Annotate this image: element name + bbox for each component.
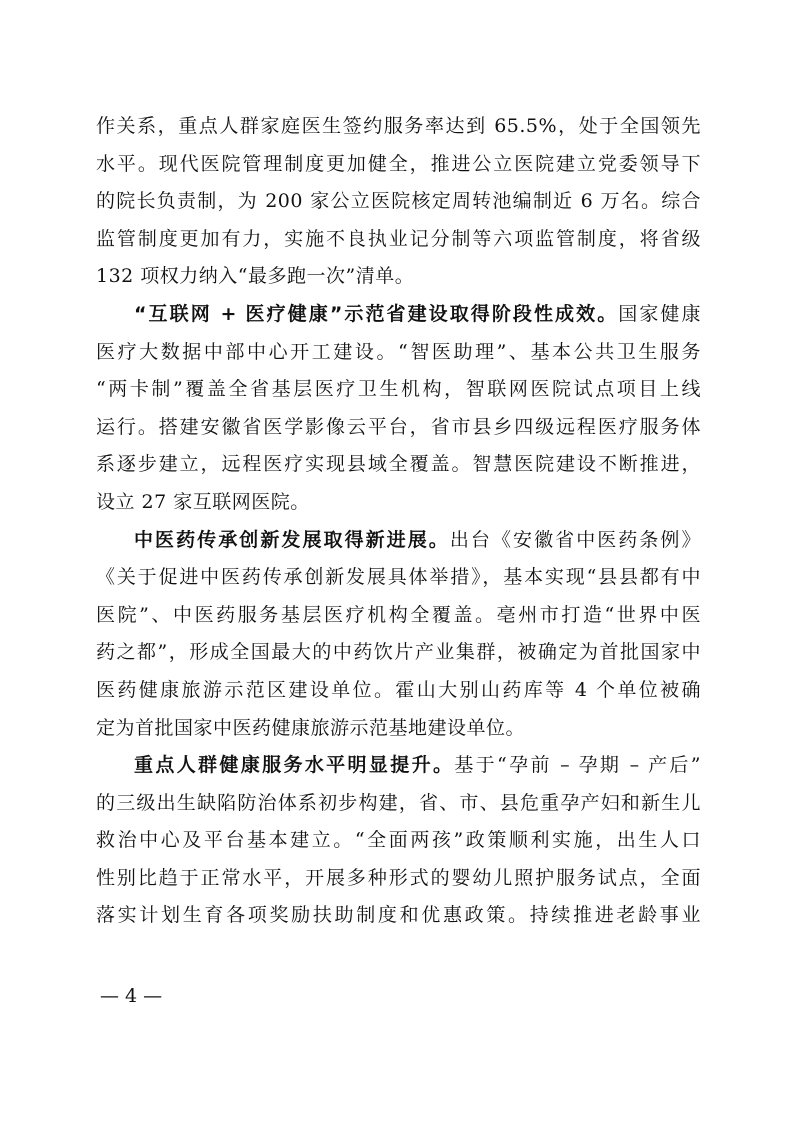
- text-line: 医疗大数据中部中心开工建设。“智医助理”、基本公共卫生服务: [96, 340, 701, 363]
- text-line: 性别比趋于正常水平，开展多种形式的婴幼儿照护服务试点，全面: [96, 866, 701, 889]
- text-line: 水平。现代医院管理制度更加健全，推进公立医院建立党委领导下: [96, 152, 701, 175]
- text-line: 落实计划生育各项奖励扶助制度和优惠政策。持续推进老龄事业: [96, 904, 701, 927]
- paragraph-4: [96, 747, 701, 935]
- text-line: 132 项权力纳入“最多跑一次”清单。: [96, 265, 415, 288]
- text-line: 运行。搭建安徽省医学影像云平台，省市县乡四级远程医疗服务体: [96, 415, 701, 438]
- paragraph-heading: 重点人群健康服务水平明显提升。: [134, 754, 455, 777]
- paragraph-3: [96, 522, 701, 748]
- text-line: [96, 522, 701, 560]
- text-line: 的三级出生缺陷防治体系初步构建，省、市、县危重孕产妇和新生儿: [96, 791, 701, 814]
- text-line: 系逐步建立，远程医疗实现县域全覆盖。智慧医院建设不断推进，: [96, 453, 701, 476]
- paragraph-heading: “互联网 + 医疗健康”示范省建设取得阶段性成效。: [134, 302, 619, 325]
- text-line: 医药健康旅游示范区建设单位。霍山大别山药库等 4 个单位被确: [96, 678, 701, 701]
- page-number: — 4 —: [100, 985, 163, 1007]
- document-body: [96, 108, 701, 935]
- paragraph-2: [96, 296, 701, 522]
- text-line: 药之都”，形成全国最大的中药饮片产业集群，被确定为首批国家中: [96, 641, 701, 664]
- text-line: 医院”、中医药服务基层医疗机构全覆盖。亳州市打造“世界中医: [96, 603, 701, 626]
- text-line: [96, 296, 701, 334]
- text-line: 作关系，重点人群家庭医生签约服务率达到 65.5%，处于全国领先: [96, 115, 701, 137]
- text-line: [96, 747, 701, 785]
- text-segment: 出台《安徽省中医药条例》: [449, 528, 701, 551]
- paragraph-heading: 中医药传承创新发展取得新进展。: [134, 528, 450, 551]
- text-segment: 国家健康: [618, 302, 701, 325]
- text-line: 设立 27 家互联网医院。: [96, 490, 310, 513]
- text-line: 救治中心及平台基本建立。“全面两孩”政策顺利实施，出生人口: [96, 829, 701, 852]
- paragraph-1: [96, 108, 701, 296]
- text-line: 定为首批国家中医药健康旅游示范基地建设单位。: [96, 716, 526, 739]
- text-line: 《关于促进中医药传承创新发展具体举措》，基本实现“县县都有中: [96, 566, 701, 589]
- text-line: “两卡制”覆盖全省基层医疗卫生机构，智联网医院试点项目上线: [96, 378, 701, 401]
- text-line: 监管制度更加有力，实施不良执业记分制等六项监管制度，将省级: [96, 227, 701, 250]
- text-line: 的院长负责制，为 200 家公立医院核定周转池编制近 6 万名。综合: [96, 190, 701, 213]
- text-segment: 基于“孕前 – 孕期 – 产后”: [454, 754, 701, 777]
